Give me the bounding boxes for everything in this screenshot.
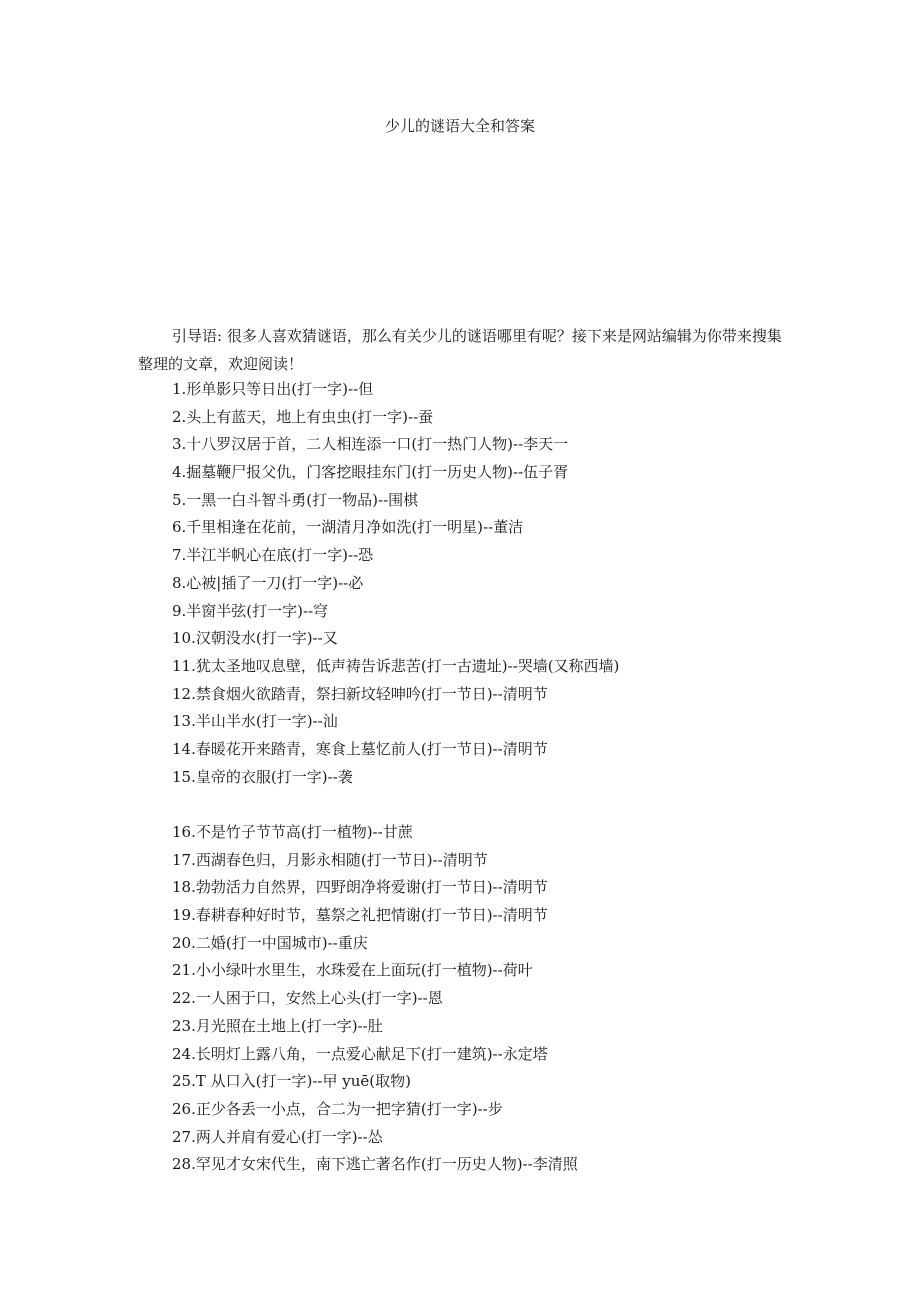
riddle-item: 14.春暖花开来踏青，寒食上墓忆前人(打一节日)--清明节 <box>172 739 548 758</box>
riddle-item: 18.勃勃活力自然界，四野朗净将爱谢(打一节日)--清明节 <box>172 878 548 897</box>
riddle-item: 20.二婚(打一中国城市)--重庆 <box>172 933 368 952</box>
riddle-item: 27.两人并肩有爱心(打一字)--怂 <box>172 1127 383 1146</box>
intro-paragraph: 引导语: 很多人喜欢猜谜语，那么有关少儿的谜语哪里有呢？接下来是网站编辑为你带来搜集整理的文章，欢迎阅读！ <box>138 327 782 373</box>
riddle-item: 3.十八罗汉居于首，二人相连添一口(打一热门人物)--李天一 <box>172 435 569 454</box>
riddle-item: 2.头上有蓝天，地上有虫虫(打一字)--蚕 <box>172 407 434 426</box>
riddle-item: 16.不是竹子节节高(打一植物)--甘蔗 <box>172 823 413 841</box>
riddle-item: 4.掘墓鞭尸报父仇，门客挖眼挂东门(打一历史人物)--伍子胥 <box>172 463 569 482</box>
riddle-item: 22.一人困于口，安然上心头(打一字)--恩 <box>172 989 443 1008</box>
riddle-item: 6.千里相逢在花前，一湖清月净如洗(打一明星)--董洁 <box>172 518 524 537</box>
riddle-item: 9.半窗半弦(打一字)--穹 <box>172 601 329 620</box>
riddle-item: 7.半江半帆心在底(打一字)--恐 <box>172 546 374 565</box>
riddle-item: 21.小小绿叶水里生，水珠爱在上面玩(打一植物)--荷叶 <box>172 961 533 980</box>
riddle-item: 26.正少各丢一小点，合二为一把字猜(打一字)--步 <box>172 1099 503 1118</box>
riddle-item: 17.西湖春色归，月影永相随(打一节日)--清明节 <box>172 850 488 869</box>
riddle-item: 12.禁食烟火欲踏青，祭扫新坟轻呻吟(打一节日)--清明节 <box>172 684 548 703</box>
riddle-item: 8.心被|插了一刀(打一字)--必 <box>172 573 364 592</box>
riddle-item: 19.春耕春种好时节，墓祭之礼把情谢(打一节日)--清明节 <box>172 906 548 925</box>
riddle-item: 1.形单影只等日出(打一字)--但 <box>172 380 374 398</box>
riddle-item: 23.月光照在土地上(打一字)--肚 <box>172 1016 383 1035</box>
riddle-item: 10.汉朝没水(打一字)--又 <box>172 629 338 648</box>
riddle-item: 15.皇帝的衣服(打一字)--袭 <box>172 767 353 786</box>
riddle-item: 5.一黑一白斗智斗勇(打一物品)--围棋 <box>172 490 419 509</box>
riddle-item: 11.犹太圣地叹息壁，低声祷告诉悲苦(打一古遗址)--哭墙(又称西墙) <box>172 656 620 675</box>
riddle-list-1 <box>172 376 792 791</box>
riddle-list-2 <box>172 819 792 1179</box>
riddle-item: 28.罕见才女宋代生，南下逃亡著名作(打一历史人物)--李清照 <box>172 1155 578 1174</box>
document-title: 少儿的谜语大全和答案 <box>384 117 535 135</box>
riddle-item: 25.T 从口入(打一字)--曱 yuē(取物) <box>172 1072 411 1091</box>
riddle-item: 13.半山半水(打一字)--汕 <box>172 712 338 731</box>
riddle-item: 24.长明灯上露八角，一点爱心献足下(打一建筑)--永定塔 <box>172 1044 548 1063</box>
